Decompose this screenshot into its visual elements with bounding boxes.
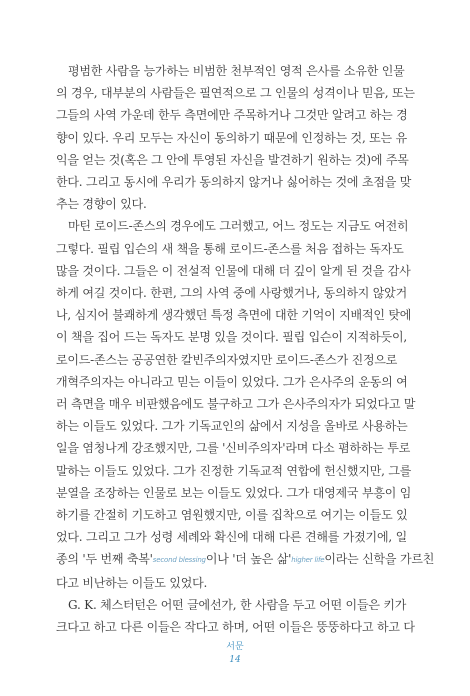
text-line: 분열을 조장하는 인물로 보는 이들도 있었다. 그가 대영제국 부흥이 임	[56, 485, 412, 500]
text-line: 크다고 하고 다른 이들은 작다고 하며, 어떤 이들은 뚱뚱하다고 하고 다	[56, 620, 415, 635]
text-line: 하게 여길 것이다. 한편, 그의 사역 중에 사랑했거나, 동의하지 않았거	[56, 286, 407, 301]
text-line: 개혁주의자는 아니라고 믿는 이들이 있었다. 그가 은사주의 운동의 여	[56, 374, 408, 389]
text-line: 마틴 로이드-존스의 경우에도 그러했고, 어느 정도는 지금도 여전히	[68, 219, 409, 234]
text-line: 었다. 그리고 그가 성령 세례와 확신에 대해 다른 견해를 가졌기에, 일	[56, 530, 407, 545]
running-footer-title: 서문	[226, 642, 244, 652]
body-text	[56, 60, 435, 638]
english-gloss: second blessing	[152, 556, 206, 565]
text-fragment: 종의 '두 번째 축복'	[56, 552, 153, 567]
text-line: 이 책을 집어 드는 독자도 분명 있을 것이다. 필립 입슨이 지적하듯이,	[56, 330, 407, 345]
text-line: 의 경우, 대부분의 사람들은 필연적으로 그 인물의 성격이나 믿음, 또는	[56, 86, 415, 101]
text-line-with-gloss	[56, 548, 435, 571]
text-line: 나, 심지어 불쾌하게 생각했던 특정 측면에 대한 기억이 지배적인 탓에	[56, 308, 412, 323]
text-line: 그들의 사역 가운데 한두 측면에만 주목하거나 그것만 알려고 하는 경	[56, 108, 408, 123]
text-line: 하기를 간절히 기도하고 염원했지만, 이를 집착으로 여기는 이들도 있	[56, 508, 408, 523]
text-fragment: 이라는 신학을 가르친	[324, 552, 435, 567]
english-gloss: higher life	[291, 556, 325, 565]
text-line: 추는 경향이 있다.	[56, 197, 147, 212]
text-line: 한다. 그리고 동시에 우리가 동의하지 않거나 싫어하는 것에 초점을 맞	[56, 175, 412, 190]
text-line: 향이 있다. 우리 모두는 자신이 동의하기 때문에 인정하는 것, 또는 유	[56, 130, 407, 145]
text-line: 러 측면을 매우 비판했음에도 불구하고 그가 은사주의자가 되었다고 말	[56, 397, 416, 412]
page-number: 14	[229, 655, 241, 665]
text-line: 로이드-존스는 공공연한 칼빈주의자였지만 로이드-존스가 진정으로	[56, 352, 398, 367]
text-line: 많을 것이다. 그들은 이 전설적 인물에 대해 더 깊이 알게 된 것을 감사	[56, 263, 411, 278]
text-line: 일을 염청나게 강조했지만, 그를 '신비주의자'라며 다소 폄하하는 투로	[56, 441, 411, 456]
text-line: 평범한 사람을 능가하는 비범한 천부적인 영적 은사를 소유한 인물	[68, 64, 405, 78]
text-line: 그렇다. 필립 입슨의 새 책을 통해 로이드-존스를 처음 접하는 독자도	[56, 241, 404, 256]
text-line: 하는 이들도 있었다. 그가 기독교인의 삶에서 지성을 올바로 사용하는	[56, 419, 408, 434]
text-line: G. K. 체스터턴은 어떤 글에선가, 한 사람을 두고 어떤 이들은 키가	[68, 597, 407, 612]
text-fragment: 이나 '더 높은 삶'	[205, 552, 292, 567]
text-line: 다고 비난하는 이들도 있었다.	[56, 575, 208, 590]
text-line: 익을 얻는 것(혹은 그 안에 투영된 자신을 발견하기 원하는 것)에 주목	[56, 152, 409, 167]
text-line: 말하는 이들도 있었다. 그가 진정한 기독교적 연합에 헌신했지만, 그를	[56, 463, 412, 478]
